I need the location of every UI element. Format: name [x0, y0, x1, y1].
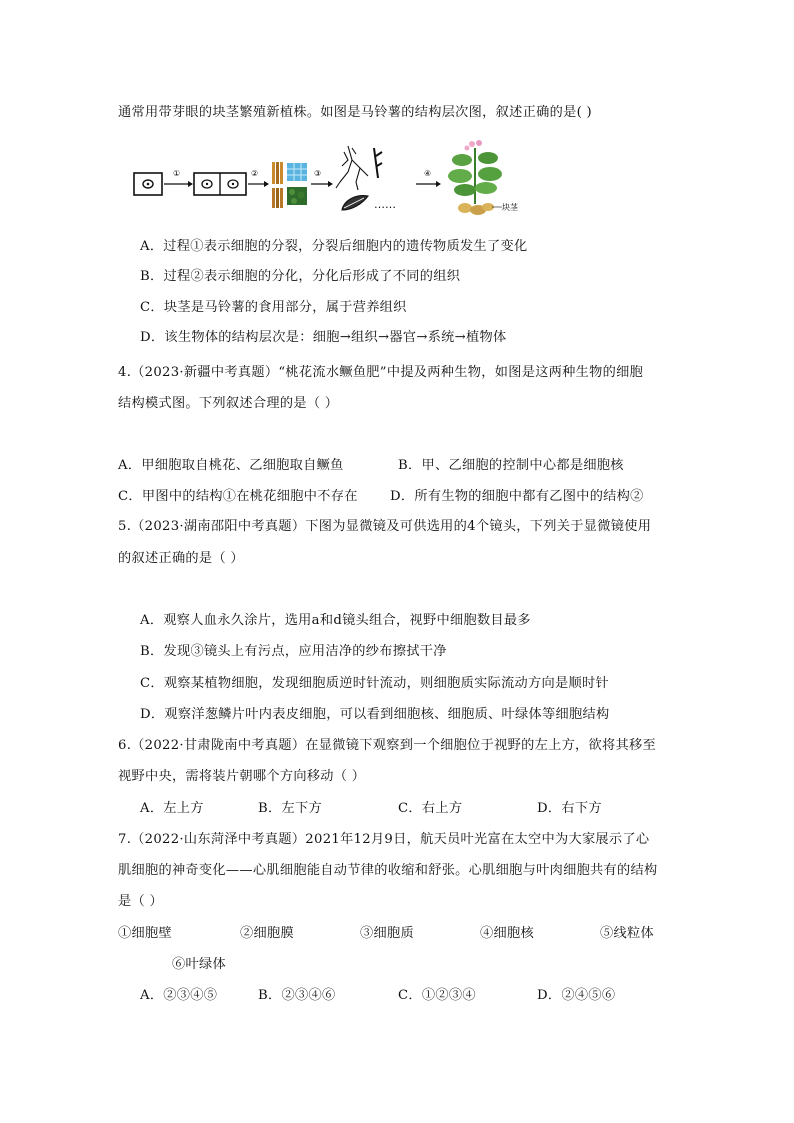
q5-option-b[interactable]: B．发现③镜头上有污点，应用洁净的纱布擦拭干净 — [140, 644, 447, 659]
q5-stem-line1: 5.（2023·湖南邵阳中考真题）下图为显微镜及可供选用的4个镜头，下列关于显微镜使用 — [118, 519, 652, 534]
arrow-1-icon — [164, 181, 193, 187]
q5-option-c[interactable]: C．观察某植物细胞，发现细胞质逆时针流动，则细胞质实际流动方向是顺时针 — [140, 676, 609, 691]
arrow-3-icon — [311, 181, 333, 187]
q6-option-c[interactable]: C．右上方 — [398, 801, 463, 816]
q7-option-c[interactable]: C．①②③④ — [398, 988, 476, 1003]
q7-item-5: ⑤线粒体 — [600, 926, 654, 941]
q4-option-b[interactable]: B．甲、乙细胞的控制中心都是细胞核 — [398, 458, 624, 473]
step-3-label: ③ — [314, 169, 322, 178]
q4-option-a[interactable]: A．甲细胞取自桃花、乙细胞取自鳜鱼 — [118, 458, 344, 473]
q7-item-6: ⑥叶绿体 — [172, 957, 226, 972]
potato-plant-icon — [448, 140, 502, 215]
q7-option-d[interactable]: D．②④⑤⑥ — [537, 988, 616, 1003]
arrow-4-icon — [416, 181, 441, 187]
q6-option-a[interactable]: A．左上方 — [140, 801, 204, 816]
ellipsis-label: …… — [374, 198, 396, 211]
arrow-2-icon — [248, 181, 269, 187]
potato-structure-figure — [130, 138, 550, 218]
tuber-label: 块茎 — [502, 203, 518, 212]
q3-option-c[interactable]: C．块茎是马铃薯的食用部分，属于营养组织 — [140, 300, 407, 315]
q7-stem-line2: 肌细胞的神奇变化——心肌细胞能自动节律的收缩和舒张。心肌细胞与叶肉细胞共有的结构 — [118, 863, 658, 878]
tissues-icon — [272, 162, 307, 208]
q5-option-d[interactable]: D．观察洋葱鳞片叶内表皮细胞，可以看到细胞核、细胞质、叶绿体等细胞结构 — [140, 707, 610, 722]
q6-option-d[interactable]: D．右下方 — [537, 801, 602, 816]
q3-stem-line1: 通常用带芽眼的块茎繁殖新植株。如图是马铃薯的结构层次图，叙述正确的是( ) — [118, 105, 592, 120]
q5-stem-line2: 的叙述正确的是（ ） — [118, 551, 244, 566]
q7-option-a[interactable]: A．②③④⑤ — [140, 988, 218, 1003]
step-2-label: ② — [251, 169, 259, 178]
two-cells-icon — [194, 173, 246, 195]
q3-option-a[interactable]: A．过程①表示细胞的分裂，分裂后细胞内的遗传物质发生了变化 — [140, 239, 528, 254]
q4-stem-line2: 结构模式图。下列叙述合理的是（ ） — [118, 396, 339, 411]
q7-item-1: ①细胞壁 — [118, 926, 172, 941]
q3-option-d[interactable]: D．该生物体的结构层次是：细胞→组织→器官→系统→植物体 — [140, 330, 507, 345]
q4-option-d[interactable]: D．所有生物的细胞中都有乙图中的结构② — [390, 489, 644, 504]
q7-option-b[interactable]: B．②③④⑥ — [258, 988, 336, 1003]
q7-stem-line1: 7.（2022·山东菏泽中考真题）2021年12月9日，航天员叶光富在太空中为大家展示了心 — [118, 832, 650, 847]
q7-stem-line3: 是（ ） — [118, 894, 163, 909]
single-cell-icon — [134, 173, 162, 195]
q5-option-a[interactable]: A．观察人血永久涂片，选用a和d镜头组合，视野中细胞数目最多 — [140, 613, 531, 628]
q4-option-c[interactable]: C．甲图中的结构①在桃花细胞中不存在 — [118, 489, 358, 504]
q3-option-b[interactable]: B．过程②表示细胞的分化，分化后形成了不同的组织 — [140, 269, 461, 284]
step-1-label: ① — [173, 169, 181, 178]
q6-stem-line2: 视野中央，需将装片朝哪个方向移动（ ） — [118, 769, 366, 784]
step-4-label: ④ — [424, 169, 432, 178]
q6-stem-line1: 6.（2022·甘肃陇南中考真题）在显微镜下观察到一个细胞位于视野的左上方，欲将其移至 — [118, 738, 656, 753]
q7-item-3: ③细胞质 — [360, 926, 414, 941]
q7-item-4: ④细胞核 — [480, 926, 534, 941]
q6-option-b[interactable]: B．左下方 — [258, 801, 322, 816]
q7-item-2: ②细胞膜 — [240, 926, 294, 941]
q4-stem-line1: 4.（2023·新疆中考真题）“桃花流水鳜鱼肥”中提及两种生物，如图是这两种生物的细胞 — [118, 365, 644, 380]
